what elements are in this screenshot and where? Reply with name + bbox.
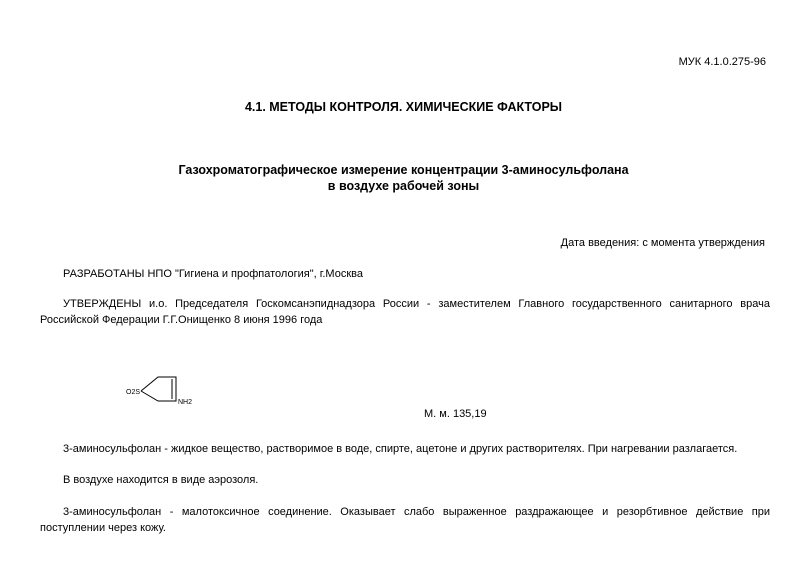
paragraph-1	[40, 441, 770, 457]
section-title: 4.1. МЕТОДЫ КОНТРОЛЯ. ХИМИЧЕСКИЕ ФАКТОРЫ	[244, 100, 563, 114]
developed-text: НПО "Гигиена и профпатология", г.Москва	[144, 268, 363, 280]
structural-formula	[126, 370, 206, 410]
formula-right-group: NH2	[178, 399, 193, 406]
introduction-date: Дата введения: с момента утверждения	[560, 237, 765, 249]
formula-left-group: O2S	[126, 389, 141, 396]
approved-by-paragraph	[40, 296, 770, 328]
approved-text: и.о. Председателя Госкомсанэпиднадзора России - заместителем Главного государственного санитарного врача Российской Федерации Г.Г.Онищенко 8 июня 1996 года	[40, 298, 770, 326]
developed-by-paragraph	[40, 266, 770, 282]
approved-label: УТВЕРЖДЕНЫ	[63, 298, 142, 310]
developed-label: РАЗРАБОТАНЫ	[63, 268, 145, 280]
structural-formula-drawing	[126, 370, 206, 410]
paragraph-1-text: 3-аминосульфолан - жидкое вещество, растворимое в воде, спирте, ацетоне и других растворителях. При нагревании разлагается.	[63, 443, 738, 455]
document-title	[0, 162, 807, 194]
molar-mass: М. м. 135,19	[424, 408, 487, 420]
document-title-line-2: в воздухе рабочей зоны	[327, 179, 480, 193]
document-code: МУК 4.1.0.275-96	[678, 56, 766, 68]
paragraph-2-text: В воздухе находится в виде аэрозоля.	[63, 474, 259, 486]
paragraph-3	[40, 504, 770, 536]
paragraph-3-text: 3-аминосульфолан - малотоксичное соединение. Оказывает слабо выраженное раздражающее и резорбтивное действие при поступлении через кожу.	[40, 506, 770, 534]
paragraph-2	[40, 472, 770, 488]
ring-bonds	[141, 377, 176, 401]
document-title-line-1: Газохроматографическое измерение концентрации 3-аминосульфолана	[178, 163, 629, 177]
